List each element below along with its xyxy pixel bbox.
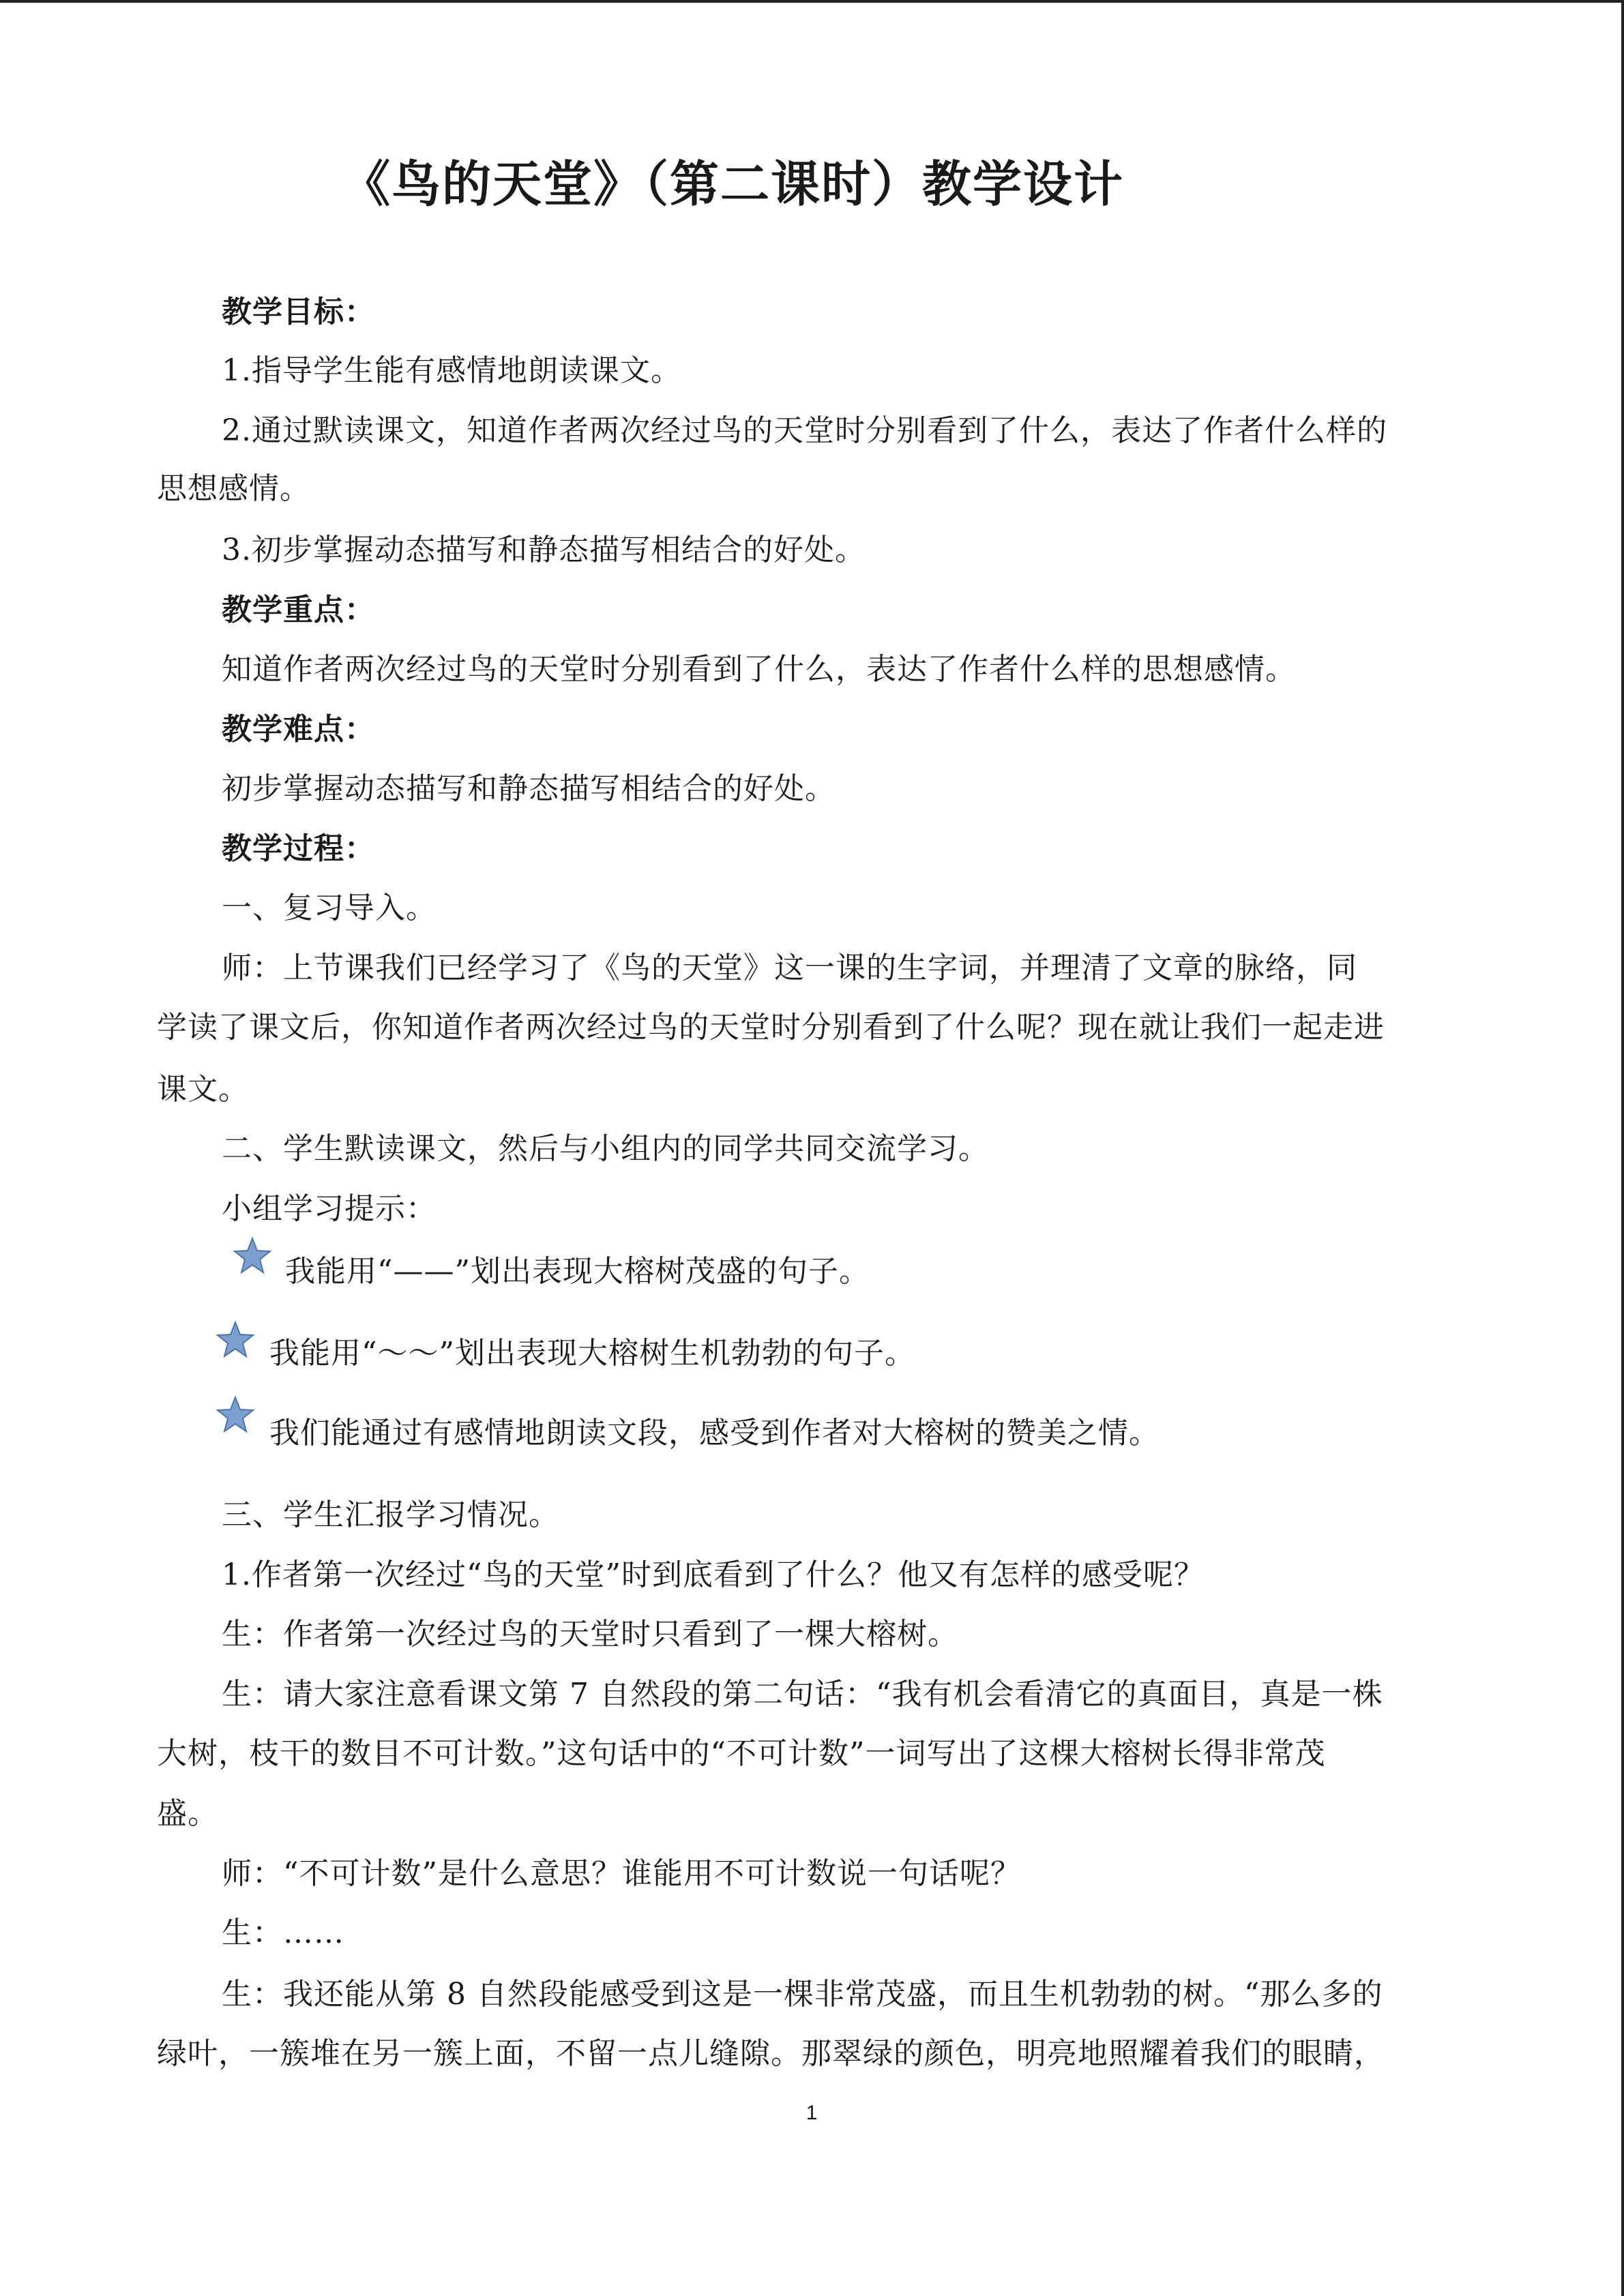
student-answer-4-line-1: 生：我还能从第 8 自然段能感受到这是一棵非常茂盛，而且生机勃勃的树。“那么多的 (222, 1977, 1383, 2012)
student-answer-2-line-3: 盛。 (157, 1796, 218, 1831)
objective-3: 3.初步掌握动态描写和静态描写相结合的好处。 (222, 533, 866, 567)
teacher-paragraph-line-2: 学读了课文后，你知道作者两次经过鸟的天堂时分别看到了什么呢？现在就让我们一起走进 (157, 1010, 1385, 1045)
student-answer-1: 生：作者第一次经过鸟的天堂时只看到了一棵大榕树。 (222, 1617, 958, 1652)
student-answer-2-line-1: 生：请大家注意看课文第 7 自然段的第二句话：“我有机会看清它的真面目，真是一株 (222, 1677, 1383, 1712)
objective-2-line-2: 思想感情。 (157, 471, 310, 506)
question-1: 1.作者第一次经过“鸟的天堂”时到底看到了什么？他又有怎样的感受呢？ (222, 1557, 1205, 1592)
tip-2: 我能用“～～”划出表现大榕树生机勃勃的句子。 (269, 1336, 915, 1371)
objective-2-line-1: 2.通过默读课文，知道作者两次经过鸟的天堂时分别看到了什么，表达了作者什么样的 (222, 413, 1387, 448)
process-heading: 教学过程： (222, 831, 375, 866)
student-answer-3: 生：…… (222, 1915, 344, 1950)
difficulty-text: 初步掌握动态描写和静态描写相结合的好处。 (222, 771, 836, 806)
teacher-question-2: 师：“不可计数”是什么意思？谁能用不可计数说一句话呢？ (222, 1856, 1021, 1891)
student-answer-4-line-2: 绿叶，一簇堆在另一簇上面，不留一点儿缝隙。那翠绿的颜色，明亮地照耀着我们的眼睛， (157, 2036, 1385, 2071)
process-step-3: 三、学生汇报学习情况。 (222, 1497, 559, 1532)
student-answer-2-line-2: 大树，枝干的数目不可计数。”这句话中的“不可计数”一词写出了这棵大榕树长得非常茂 (157, 1736, 1326, 1771)
tip-1: 我能用“——”划出表现大榕树茂盛的句子。 (285, 1254, 870, 1289)
document-title: 《鸟的天堂》（第二课时）教学设计 (341, 155, 1125, 213)
process-step-1: 一、复习导入。 (222, 891, 437, 925)
teacher-paragraph-line-1: 师：上节课我们已经学习了《鸟的天堂》这一课的生字词，并理清了文章的脉络，同 (222, 951, 1357, 985)
star-icon (215, 1395, 256, 1435)
star-icon (232, 1236, 273, 1277)
key-point-heading: 教学重点： (222, 593, 375, 627)
objective-1: 1.指导学生能有感情地朗读课文。 (222, 353, 681, 388)
page-number: 1 (806, 2102, 818, 2124)
key-point-text: 知道作者两次经过鸟的天堂时分别看到了什么，表达了作者什么样的思想感情。 (222, 652, 1296, 687)
process-step-2: 二、学生默读课文，然后与小组内的同学共同交流学习。 (222, 1131, 989, 1166)
tip-3: 我们能通过有感情地朗读文段，感受到作者对大榕树的赞美之情。 (269, 1416, 1160, 1450)
star-icon (215, 1320, 256, 1360)
difficulty-heading: 教学难点： (222, 712, 375, 747)
teacher-paragraph-line-3: 课文。 (157, 1072, 249, 1107)
objectives-heading: 教学目标： (222, 295, 375, 329)
group-tip-heading: 小组学习提示： (222, 1191, 437, 1226)
